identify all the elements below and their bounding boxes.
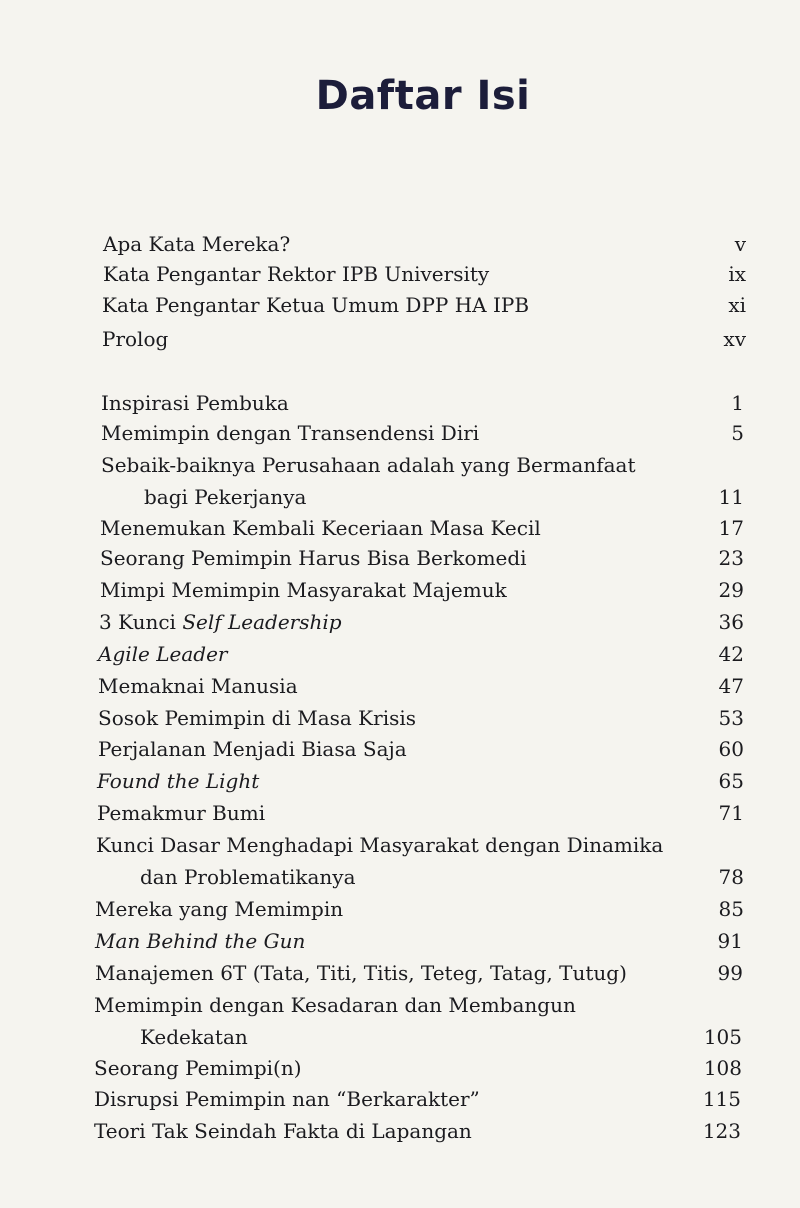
toc-entry[interactable] bbox=[0, 258, 800, 290]
toc-entry[interactable] bbox=[0, 702, 800, 734]
entry-title-text: Kata Pengantar Rektor IPB University bbox=[103, 262, 490, 286]
toc-entry[interactable] bbox=[0, 670, 800, 702]
toc-entry-page-number: 23 bbox=[718, 546, 744, 570]
toc-entry-title bbox=[101, 449, 636, 481]
entry-title-text: Kata Pengantar Ketua Umum DPP HA IPB bbox=[102, 293, 530, 317]
toc-entry[interactable] bbox=[0, 989, 800, 1049]
toc-entry-title bbox=[101, 417, 479, 449]
toc-entry-title bbox=[103, 228, 290, 260]
entry-title-text: Disrupsi Pemimpin nan “Berkarakter” bbox=[94, 1087, 480, 1111]
toc-entry-title bbox=[100, 542, 527, 574]
toc-entry[interactable] bbox=[0, 228, 800, 260]
entry-title-text: Prolog bbox=[102, 327, 169, 351]
toc-entry-page-number: xv bbox=[723, 327, 746, 351]
entry-title-text: Kunci Dasar Menghadapi Masyarakat dengan Dinamika bbox=[96, 833, 664, 857]
toc-entry[interactable] bbox=[0, 1115, 800, 1147]
toc-entry-title bbox=[98, 638, 227, 670]
toc-entry-title bbox=[100, 512, 541, 544]
entry-title-text: 3 Kunci bbox=[99, 610, 183, 634]
toc-entry[interactable] bbox=[0, 765, 800, 797]
entry-title-italic: Man Behind the Gun bbox=[95, 929, 306, 953]
entry-title-text: Menemukan Kembali Keceriaan Masa Kecil bbox=[100, 516, 541, 540]
toc-entry[interactable] bbox=[0, 449, 800, 509]
toc-entry[interactable] bbox=[0, 638, 800, 670]
toc-entry-title bbox=[101, 387, 289, 419]
entry-title-text: Mimpi Memimpin Masyarakat Majemuk bbox=[100, 578, 507, 602]
entry-title-text: Manajemen 6T (Tata, Titi, Titis, Teteg, Tatag, Tutug) bbox=[95, 961, 627, 985]
toc-entry-page-number: 11 bbox=[718, 485, 744, 509]
entry-title-text: Sebaik-baiknya Perusahaan adalah yang Bermanfaat bbox=[101, 453, 636, 477]
toc-entry[interactable] bbox=[0, 1052, 800, 1084]
toc-entry[interactable] bbox=[0, 606, 800, 638]
entry-title-italic: Self Leadership bbox=[182, 610, 342, 634]
entry-title-text: Seorang Pemimpin Harus Bisa Berkomedi bbox=[100, 546, 527, 570]
toc-entry-title bbox=[95, 925, 305, 957]
toc-entry-title bbox=[94, 1083, 480, 1115]
toc-entry[interactable] bbox=[0, 574, 800, 606]
entry-title-text: Apa Kata Mereka? bbox=[103, 232, 291, 256]
toc-entry-page-number: 85 bbox=[718, 897, 744, 921]
toc-entry-title bbox=[99, 606, 342, 638]
toc-entry-title bbox=[102, 323, 168, 355]
toc-entry-page-number: 17 bbox=[718, 516, 744, 540]
toc-entry-title bbox=[98, 670, 298, 702]
toc-entry[interactable] bbox=[0, 289, 800, 321]
toc-entry[interactable] bbox=[0, 797, 800, 829]
toc-entry-title bbox=[98, 733, 407, 765]
entry-title-text: Memaknai Manusia bbox=[98, 674, 298, 698]
entry-title-italic: Agile Leader bbox=[98, 642, 228, 666]
toc-entry-title-continued: bagi Pekerjanya bbox=[144, 485, 307, 509]
entry-title-text: Pemakmur Bumi bbox=[97, 801, 266, 825]
page-title: Daftar Isi bbox=[315, 72, 531, 119]
toc-entry-page-number: 123 bbox=[702, 1119, 741, 1143]
entry-title-text: Seorang Pemimpi(n) bbox=[94, 1056, 302, 1080]
toc-entry[interactable] bbox=[0, 893, 800, 925]
toc-entry[interactable] bbox=[0, 512, 800, 544]
toc-entry-title bbox=[97, 797, 265, 829]
toc-entry-title bbox=[94, 1115, 472, 1147]
toc-entry-title bbox=[95, 957, 627, 989]
entry-title-text: Memimpin dengan Transendensi Diri bbox=[101, 421, 480, 445]
toc-entry-page-number: 29 bbox=[718, 578, 744, 602]
toc-entry-page-number: 71 bbox=[718, 801, 744, 825]
toc-entry-title bbox=[95, 893, 343, 925]
toc-entry-title bbox=[94, 1052, 302, 1084]
toc-entry-title bbox=[94, 989, 576, 1021]
entry-title-text: Memimpin dengan Kesadaran dan Membangun bbox=[94, 993, 576, 1017]
toc-entry-page-number: 36 bbox=[718, 610, 744, 634]
toc-entry-page-number: 108 bbox=[703, 1056, 742, 1080]
toc-entry[interactable] bbox=[0, 1083, 800, 1115]
toc-entry[interactable] bbox=[0, 829, 800, 889]
toc-entry-page-number: 1 bbox=[731, 391, 744, 415]
toc-entry-page-number: 47 bbox=[718, 674, 744, 698]
toc-entry-title bbox=[96, 829, 663, 861]
toc-entry-title bbox=[97, 765, 259, 797]
toc-entry-title bbox=[98, 702, 416, 734]
toc-entry-title-continued: Kedekatan bbox=[140, 1025, 248, 1049]
toc-entry-page-number: 105 bbox=[703, 1025, 742, 1049]
toc-entry[interactable] bbox=[0, 542, 800, 574]
toc-entry-page-number: v bbox=[734, 232, 746, 256]
toc-entry-page-number: 53 bbox=[718, 706, 744, 730]
toc-entry[interactable] bbox=[0, 417, 800, 449]
entry-title-text: Perjalanan Menjadi Biasa Saja bbox=[98, 737, 407, 761]
toc-entry[interactable] bbox=[0, 387, 800, 419]
toc-entry-title-continued: dan Problematikanya bbox=[140, 865, 356, 889]
toc-entry-page-number: ix bbox=[728, 262, 746, 286]
toc-entry[interactable] bbox=[0, 733, 800, 765]
toc-entry[interactable] bbox=[0, 323, 800, 355]
toc-entry-title bbox=[100, 574, 507, 606]
toc-entry-page-number: 65 bbox=[718, 769, 744, 793]
toc-entry-page-number: 60 bbox=[718, 737, 744, 761]
entry-title-text: Inspirasi Pembuka bbox=[101, 391, 289, 415]
toc-entry-page-number: 115 bbox=[702, 1087, 741, 1111]
toc-entry-page-number: xi bbox=[728, 293, 746, 317]
entry-title-text: Teori Tak Seindah Fakta di Lapangan bbox=[94, 1119, 472, 1143]
toc-entry[interactable] bbox=[0, 925, 800, 957]
toc-entry-title bbox=[102, 289, 529, 321]
toc-entry-page-number: 42 bbox=[718, 642, 744, 666]
toc-entry[interactable] bbox=[0, 957, 800, 989]
toc-entry-page-number: 78 bbox=[718, 865, 744, 889]
entry-title-text: Sosok Pemimpin di Masa Krisis bbox=[98, 706, 417, 730]
toc-entry-page-number: 91 bbox=[717, 929, 743, 953]
entry-title-italic: Found the Light bbox=[97, 769, 260, 793]
toc-entry-page-number: 5 bbox=[731, 421, 744, 445]
toc-entry-page-number: 99 bbox=[717, 961, 743, 985]
toc-entry-title bbox=[103, 258, 489, 290]
entry-title-text: Mereka yang Memimpin bbox=[95, 897, 344, 921]
